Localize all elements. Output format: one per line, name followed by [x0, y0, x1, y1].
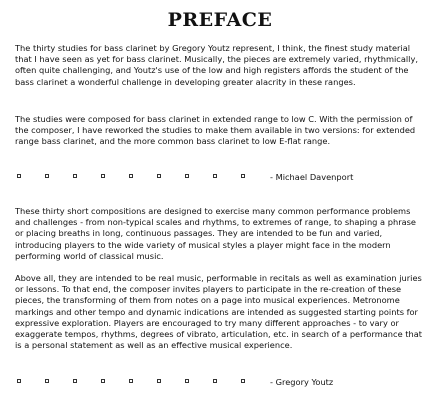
square-bullet-icon: [129, 379, 133, 383]
square-bullet-icon: [101, 379, 105, 383]
square-bullet-icon: [213, 174, 217, 178]
signature-youtz: - Gregory Youtz: [270, 377, 334, 387]
paragraph-2: The studies were composed for bass clarinet in extended range to low C. With the permission of the composer, I have reworked the studies to make them available in two versions: for extended range bass clarinet, and the more common bass clarinet to low E-flat range.: [15, 114, 416, 147]
square-bullet-icon: [73, 174, 77, 178]
square-bullet-icon: [73, 379, 77, 383]
square-bullet-icon: [17, 379, 21, 383]
square-bullet-icon: [185, 174, 189, 178]
square-bullet-icon: [17, 174, 21, 178]
paragraph-4: Above all, they are intended to be real music, performable in recitals as well as examination juries or lessons. To that end, the composer invites players to participate in the re-creation of these pieces, the transforming of them from notes on a page into musical experiences. Metronome markings and other tempo and dynamic indications are intended as suggested starting points for expressive exploration. Players are encouraged to try many different approaches - to vary or exaggerate tempos, rhythms, degrees of vibrato, articulation, etc. in search of a performance that is a personal statement as well as an effective musical experience.: [15, 273, 423, 351]
paragraph-1: The thirty studies for bass clarinet by Gregory Youtz represent, I think, the finest study material that I have seen as yet for bass clarinet. Musically, the pieces are extremely varied, rhythmically, often quite challenging, and Youtz's use of the low and high registers affords the student of the bass clarinet a wonderful challenge in developing greater alacrity in these ranges.: [15, 43, 418, 87]
page-title: PREFACE: [167, 9, 273, 31]
signature-line-youtz: [15, 377, 427, 389]
square-bullet-icon: [213, 379, 217, 383]
signature-line-davenport: [15, 172, 427, 184]
square-bullet-icon: [241, 174, 245, 178]
square-bullet-icon: [129, 174, 133, 178]
square-bullet-icon: [45, 174, 49, 178]
square-bullet-icon: [45, 379, 49, 383]
paragraph-3: These thirty short compositions are designed to exercise many common performance problems and challenges - from non-typical scales and rhythms, to extremes of range, to shaping a phrase or placing breaths in long, continuous passages. They are intended to be fun and varied, introducing players to the wide variety of musical styles a player might face in the modern performing world of classical music.: [15, 206, 417, 261]
signature-davenport: - Michael Davenport: [270, 172, 354, 182]
square-bullet-icon: [241, 379, 245, 383]
square-bullet-icon: [157, 379, 161, 383]
square-bullet-icon: [157, 174, 161, 178]
square-bullet-icon: [101, 174, 105, 178]
square-bullet-icon: [185, 379, 189, 383]
